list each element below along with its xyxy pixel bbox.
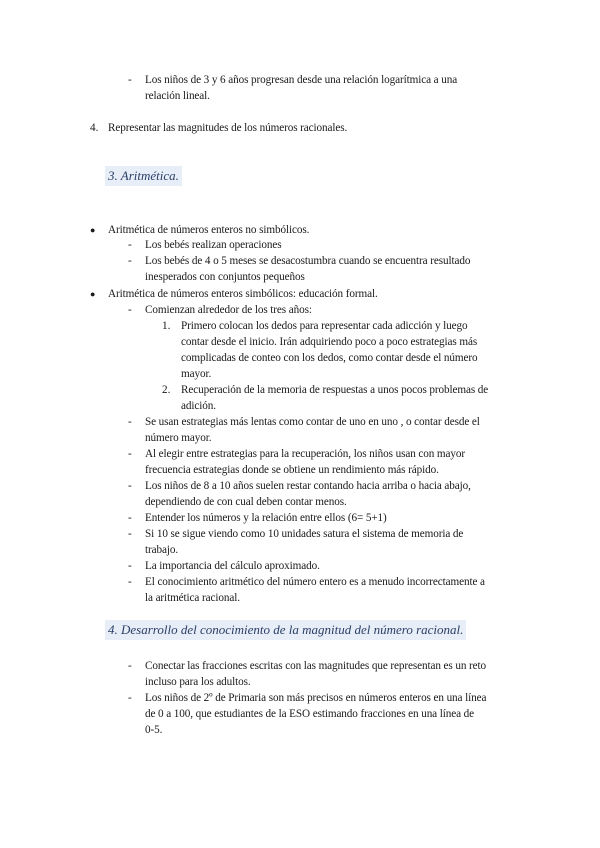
list-number: 1. [162,320,171,332]
bullet-dot: ● [90,225,96,235]
list-item-line: Representar las magnitudes de los números racionales. [108,122,348,134]
list-dash: - [128,692,132,704]
list-item-line: inesperados con conjuntos pequeños [145,271,305,283]
list-item-line: Si 10 se sigue viendo como 10 unidades satura el sistema de memoria de [145,528,464,540]
list-item-line: frecuencia estrategias donde se obtiene un rendimiento más rápido. [145,464,439,476]
list-item-line: complicadas de conteo con los dedos, como contar desde el número [181,352,478,364]
list-item-line: La importancia del cálculo aproximado. [145,560,320,572]
list-item-line: Al elegir entre estrategias para la recuperación, los niños usan con mayor [145,448,466,460]
list-dash: - [128,239,132,251]
list-item-line: Comienzan alrededor de los tres años: [145,304,312,316]
list-item-line: Los niños de 8 a 10 años suelen restar contando hacia arriba o hacia abajo, [145,480,471,492]
list-dash: - [128,74,132,86]
bullet-dot: ● [90,289,96,299]
list-item-line: Conectar las fracciones escritas con las magnitudes que representan es un reto [145,660,487,672]
list-item-line: incluso para los adultos. [145,676,251,688]
list-item-line: Primero colocan los dedos para representar cada adicción y luego [181,320,468,332]
list-dash: - [128,480,132,492]
list-item-line: de 0 a 100, que estudiantes de la ESO estimando fracciones en una línea de [145,708,475,720]
section-heading-aritmetica: 3. Aritmética. [105,166,182,186]
list-dash: - [128,576,132,588]
list-item-line: la aritmética racional. [145,592,240,604]
list-number: 2. [162,384,171,396]
list-dash: - [128,660,132,672]
list-item-line: dependiendo de con cual deben contar menos. [145,496,347,508]
list-item-line: mayor. [181,368,212,380]
list-item-line: relación lineal. [145,90,210,102]
list-item-line: contar desde el inicio. Irán adquiriendo poco a poco estrategias más [181,336,478,348]
list-dash: - [128,416,132,428]
list-item-line: trabajo. [145,544,179,556]
list-dash: - [128,304,132,316]
list-item-line: Entender los números y la relación entre ellos (6= 5+1) [145,512,387,524]
list-dash: - [128,448,132,460]
list-item-line: Los bebés de 4 o 5 meses se desacostumbra cuando se encuentra resultado [145,255,471,267]
bullet-text: Aritmética de números enteros no simbólicos. [108,224,310,236]
list-item-line: 0-5. [145,724,163,736]
list-item-line: Los bebés realizan operaciones [145,239,282,251]
list-dash: - [128,560,132,572]
list-item-line: El conocimiento aritmético del número entero es a menudo incorrectamente a [145,576,485,588]
bullet-text: Aritmética de números enteros simbólicos: educación formal. [108,288,378,300]
list-item-line: número mayor. [145,432,212,444]
list-item-line: Se usan estrategias más lentas como contar de uno en uno , o contar desde el [145,416,480,428]
list-item-line: adición. [181,400,216,412]
list-item-line: Los niños de 2º de Primaria son más precisos en números enteros en una línea [145,692,487,704]
list-dash: - [128,512,132,524]
list-dash: - [128,255,132,267]
list-dash: - [128,528,132,540]
list-item-line: Recuperación de la memoria de respuestas a unos pocos problemas de [181,384,489,396]
list-number: 4. [90,122,99,134]
section-heading-racional: 4. Desarrollo del conocimiento de la magnitud del número racional. [105,620,466,640]
list-item-line: Los niños de 3 y 6 años progresan desde una relación logarítmica a una [145,74,458,86]
